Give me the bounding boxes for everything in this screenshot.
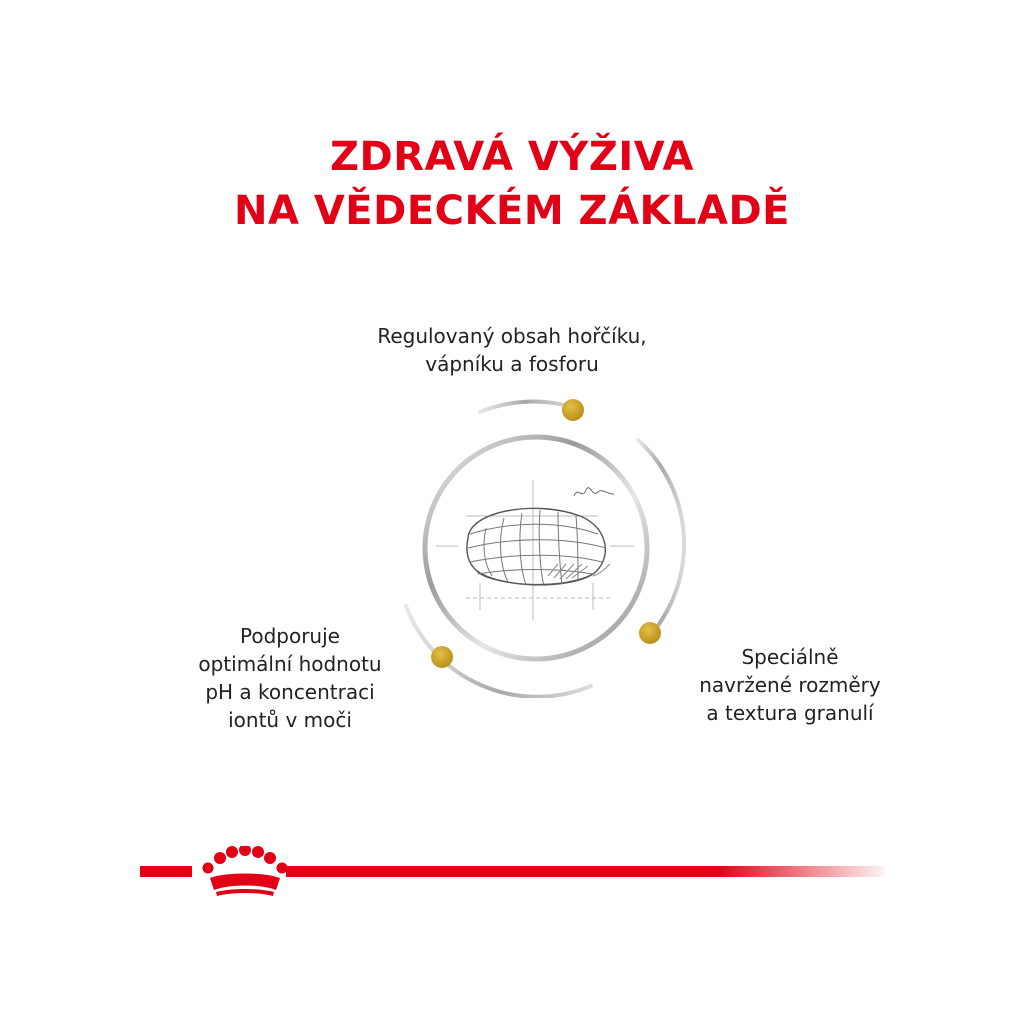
feature-text-line: Speciálně (741, 645, 839, 669)
brand-footer (140, 846, 884, 898)
footer-bar-left (140, 866, 192, 877)
footer-bar-right (286, 866, 884, 877)
royal-canin-crown-icon (203, 846, 288, 896)
title-line-2: NA VĚDECKÉM ZÁKLADĚ (233, 188, 790, 234)
feature-text-line: pH a koncentraci (205, 680, 375, 704)
feature-text-line: navržené rozměry (699, 673, 881, 697)
feature-text-line: iontů v moči (228, 708, 352, 732)
feature-text-line: a textura granulí (706, 701, 874, 725)
science-diagram (388, 388, 688, 698)
title-line-1: ZDRAVÁ VÝŽIVA (330, 134, 694, 180)
feature-text-line: Podporuje (240, 624, 340, 648)
feature-mineral-control (362, 322, 662, 378)
gold-dot-icon (639, 622, 661, 644)
gold-dot-icon (431, 646, 453, 668)
feature-kibble-texture (650, 643, 930, 727)
inner-ring (425, 437, 647, 659)
feature-text-line: Regulovaný obsah hořčíku, (377, 324, 647, 348)
feature-text-line: vápníku a fosforu (425, 352, 599, 376)
gold-dot-icon (562, 399, 584, 421)
page-title (0, 130, 1024, 238)
feature-text-line: optimální hodnotu (198, 652, 382, 676)
